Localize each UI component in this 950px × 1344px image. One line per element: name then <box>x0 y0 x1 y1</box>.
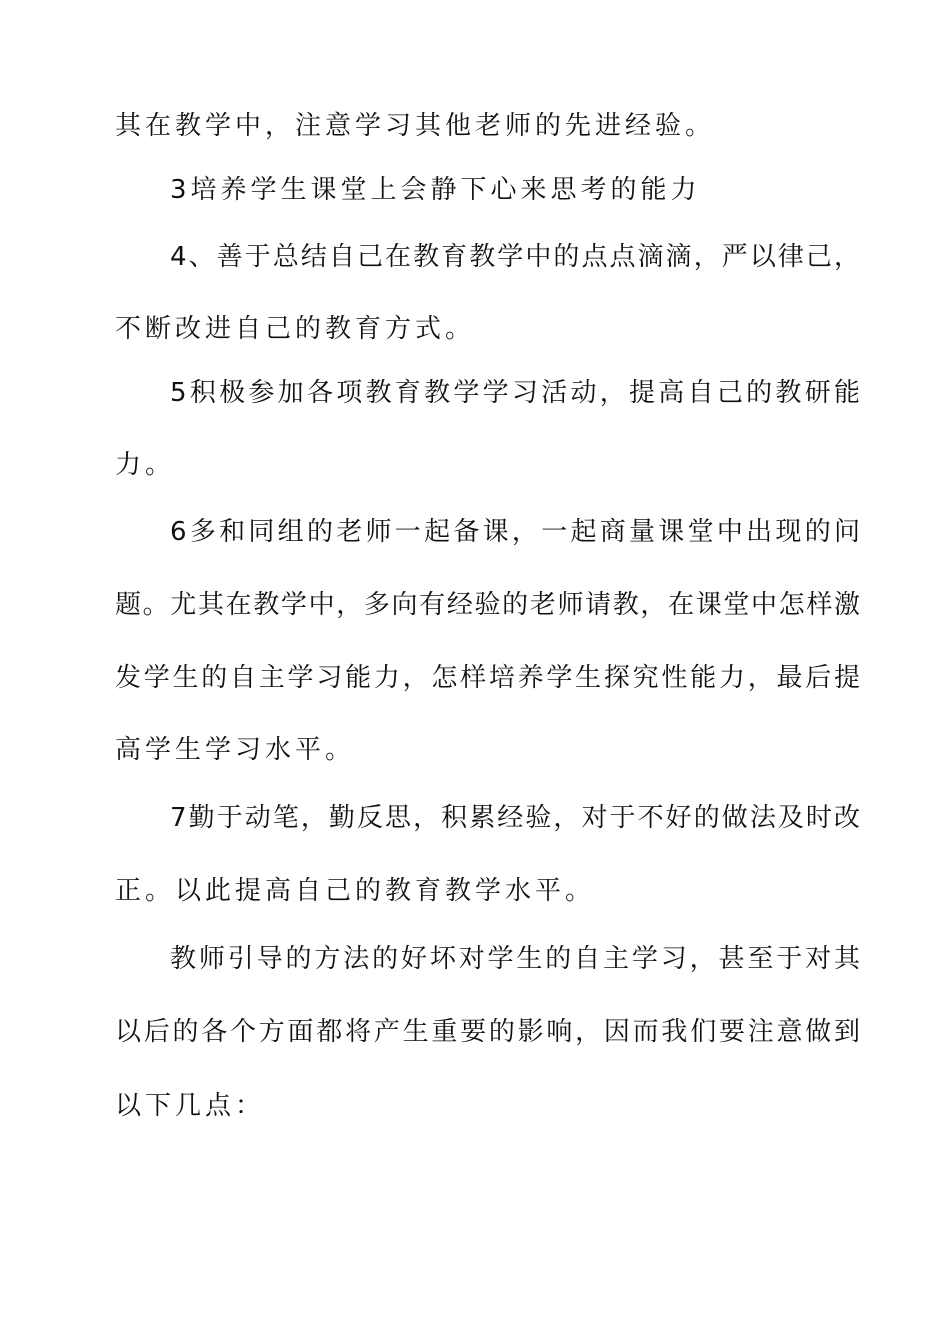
text-line-item-6-continued-1: 题。尤其在教学中，多向有经验的老师请教，在课堂中怎样激 <box>115 590 860 620</box>
text-line-item-6-continued-3: 高学生学习水平。 <box>115 735 356 765</box>
text-line-item-4-continued: 不断改进自己的教育方式。 <box>115 314 476 344</box>
text-line-item-4: 4、善于总结自己在教育教学中的点点滴滴，严以律己， <box>170 242 860 272</box>
text-line-continuation-experience: 其在教学中，注意学习其他老师的先进经验。 <box>115 111 716 141</box>
text-line-item-5: 5积极参加各项教育教学学习活动，提高自己的教研能 <box>170 378 860 408</box>
text-line-item-3: 3培养学生课堂上会静下心来思考的能力 <box>170 175 701 205</box>
text-line-item-6: 6多和同组的老师一起备课，一起商量课堂中出现的问 <box>170 517 860 547</box>
text-line-paragraph-guidance-continued-2: 以下几点： <box>115 1091 266 1121</box>
text-line-paragraph-guidance: 教师引导的方法的好坏对学生的自主学习，甚至于对其 <box>170 944 860 974</box>
text-line-item-7: 7勤于动笔，勤反思，积累经验，对于不好的做法及时改 <box>170 803 860 833</box>
text-line-paragraph-guidance-continued-1: 以后的各个方面都将产生重要的影响，因而我们要注意做到 <box>115 1017 860 1047</box>
text-line-item-7-continued: 正。以此提高自己的教育教学水平。 <box>115 876 596 906</box>
text-line-item-6-continued-2: 发学生的自主学习能力，怎样培养学生探究性能力，最后提 <box>115 663 860 693</box>
text-line-item-5-continued: 力。 <box>115 450 176 480</box>
